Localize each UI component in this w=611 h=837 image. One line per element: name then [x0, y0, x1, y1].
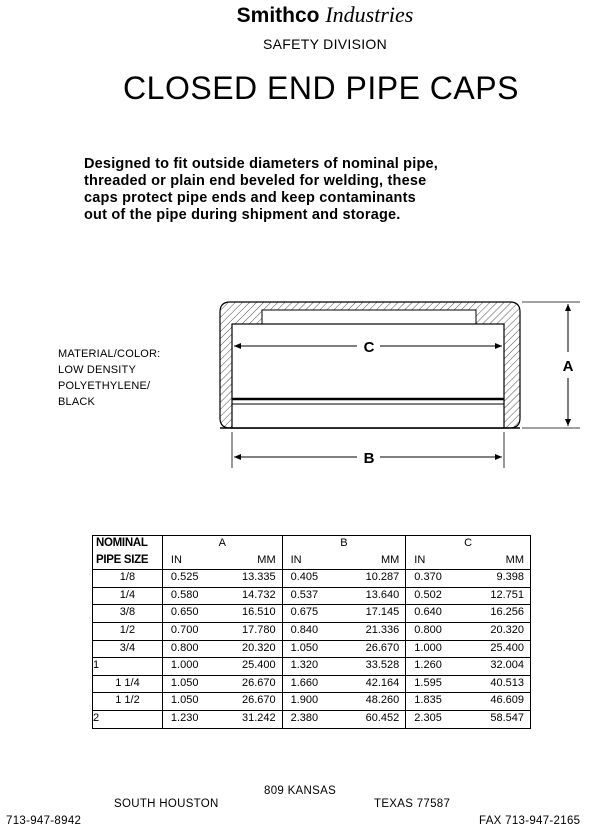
b-in-value: 2.380	[290, 711, 319, 724]
c-mm-value: 46.609	[490, 694, 524, 707]
address-street: 809 KANSAS	[264, 785, 337, 797]
b-in-value: 0.840	[290, 623, 319, 636]
b-in-value: 0.405	[290, 571, 319, 584]
c-in-value: 1.595	[414, 676, 442, 689]
c-in-value: 2.305	[414, 711, 442, 724]
a-mm-value: 20.320	[241, 641, 276, 654]
unit-mm: MM	[257, 553, 276, 566]
table-row	[93, 587, 531, 605]
table-row	[93, 658, 531, 676]
dimension-b	[232, 432, 504, 468]
pipe-size-cell: 2	[93, 710, 163, 728]
a-in-value: 1.050	[170, 694, 199, 707]
a-in-value: 1.050	[170, 676, 199, 689]
a-in-value: 0.700	[170, 623, 199, 636]
table-row	[93, 570, 531, 588]
table-row	[93, 622, 531, 640]
table-row	[93, 640, 531, 658]
table-subheader-row	[93, 553, 531, 570]
c-mm-value: 12.751	[490, 588, 524, 601]
material-line: POLYETHYLENE/	[58, 380, 151, 392]
dimension-a-label: A	[562, 358, 574, 375]
c-in-value: 0.502	[414, 588, 442, 601]
a-in-value: 0.800	[170, 641, 199, 654]
brand-name: Smithco	[236, 4, 320, 27]
cap-section	[220, 302, 520, 428]
description-line: caps protect pipe ends and keep contaminants	[84, 190, 416, 206]
dimension-c-label: C	[363, 339, 375, 356]
fax-number: FAX 713-947-2165	[479, 815, 581, 827]
address-city: SOUTH HOUSTON	[114, 798, 219, 810]
c-in-value: 1.260	[414, 659, 442, 672]
material-line: BLACK	[58, 396, 96, 408]
c-in-value: 0.640	[414, 606, 442, 619]
table-row	[93, 710, 531, 728]
header-group-a: A	[162, 536, 282, 553]
material-line: MATERIAL/COLOR:	[58, 348, 161, 360]
unit-in: IN	[414, 553, 426, 566]
pipe-size-cell: 1/8	[93, 570, 163, 588]
description-line: Designed to fit outside diameters of nominal pipe,	[84, 156, 439, 172]
table-row	[93, 693, 531, 711]
page-title: CLOSED END PIPE CAPS	[123, 70, 519, 106]
brand-suffix: Industries	[325, 2, 414, 27]
a-in-value: 0.525	[170, 571, 199, 584]
table-row	[93, 605, 531, 623]
header-group-b: B	[282, 536, 406, 553]
pipe-size-cell: 1/2	[93, 622, 163, 640]
a-in-value: 0.650	[170, 606, 199, 619]
b-in-value: 0.537	[290, 588, 319, 601]
dimensions-table	[92, 535, 531, 729]
division-name: SAFETY DIVISION	[262, 36, 388, 52]
c-in-value: 1.000	[414, 641, 442, 654]
c-mm-value: 58.547	[490, 711, 524, 724]
b-mm-value: 10.287	[365, 571, 400, 584]
b-mm-value: 13.640	[365, 588, 400, 601]
unit-in: IN	[290, 553, 302, 566]
material-line: LOW DENSITY	[58, 364, 136, 376]
c-in-value: 0.800	[414, 623, 442, 636]
c-mm-value: 40.513	[490, 676, 524, 689]
c-in-value: 0.370	[414, 571, 442, 584]
b-mm-value: 60.452	[365, 711, 400, 724]
pipe-size-cell: 1/4	[93, 587, 163, 605]
c-mm-value: 25.400	[490, 641, 524, 654]
description-line: out of the pipe during shipment and storage.	[84, 207, 401, 223]
a-mm-value: 17.780	[241, 623, 276, 636]
a-mm-value: 26.670	[241, 676, 276, 689]
dimension-b-label: B	[363, 450, 375, 467]
pipe-size-cell: 1	[93, 658, 163, 676]
a-in-value: 1.000	[170, 659, 199, 672]
b-mm-value: 26.670	[365, 641, 400, 654]
b-mm-value: 17.145	[365, 606, 400, 619]
b-in-value: 1.900	[290, 694, 319, 707]
a-mm-value: 31.242	[241, 711, 276, 724]
b-in-value: 1.050	[290, 641, 319, 654]
c-mm-value: 20.320	[490, 623, 524, 636]
dimension-a	[522, 302, 580, 428]
b-mm-value: 21.336	[365, 623, 400, 636]
a-mm-value: 25.400	[241, 659, 276, 672]
unit-mm: MM	[380, 553, 400, 566]
unit-mm: MM	[505, 553, 524, 566]
b-mm-value: 48.260	[365, 694, 400, 707]
a-in-value: 1.230	[170, 711, 199, 724]
pipe-size-cell: 3/8	[93, 605, 163, 623]
b-in-value: 1.320	[290, 659, 319, 672]
pipe-size-cell: 3/4	[93, 640, 163, 658]
b-mm-value: 42.164	[365, 676, 400, 689]
pipe-size-cell: 1 1/4	[93, 675, 163, 693]
c-mm-value: 16.256	[490, 606, 524, 619]
address-state: TEXAS 77587	[374, 798, 451, 810]
b-in-value: 1.660	[290, 676, 319, 689]
header-group-c: C	[406, 536, 531, 553]
phone-number: 713-947-8942	[6, 815, 82, 827]
pipe-size-cell: 1 1/2	[93, 693, 163, 711]
c-mm-value: 9.398	[496, 571, 524, 584]
c-mm-value: 32.004	[490, 659, 524, 672]
header-nominal: NOMINAL	[93, 536, 163, 553]
b-in-value: 0.675	[290, 606, 319, 619]
unit-in: IN	[170, 553, 182, 566]
c-in-value: 1.835	[414, 694, 442, 707]
a-mm-value: 14.732	[241, 588, 276, 601]
header-pipe-size: PIPE SIZE	[93, 553, 163, 570]
a-mm-value: 16.510	[241, 606, 276, 619]
a-in-value: 0.580	[170, 588, 199, 601]
b-mm-value: 33.528	[365, 659, 400, 672]
a-mm-value: 26.670	[241, 694, 276, 707]
description-line: threaded or plain end beveled for welding, these	[84, 173, 427, 189]
a-mm-value: 13.335	[241, 571, 276, 584]
table-header-row	[93, 536, 531, 553]
table-row	[93, 675, 531, 693]
